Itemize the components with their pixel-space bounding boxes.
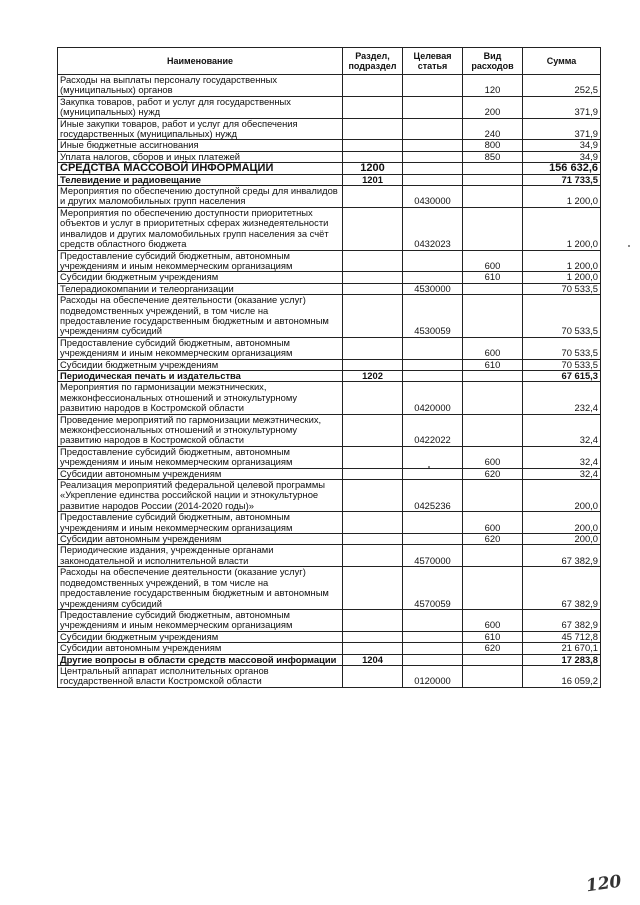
cell-summa: 32,4 xyxy=(523,414,601,446)
table-row xyxy=(58,96,601,118)
cell-name: Иные бюджетные ассигнования xyxy=(58,140,343,151)
cell-name: Телевидение и радиовещание xyxy=(58,174,343,185)
cell-razdel xyxy=(343,359,403,370)
cell-celevaya xyxy=(403,75,463,97)
cell-vid: 850 xyxy=(463,151,523,162)
cell-summa: 70 533,5 xyxy=(523,359,601,370)
cell-razdel xyxy=(343,207,403,250)
cell-vid xyxy=(463,567,523,610)
cell-celevaya: 0420000 xyxy=(403,382,463,414)
cell-vid xyxy=(463,414,523,446)
cell-vid xyxy=(463,370,523,381)
cell-summa: 17 283,8 xyxy=(523,654,601,665)
cell-name: Расходы на выплаты персоналу государственных (муниципальных) органов xyxy=(58,75,343,97)
header-celevaya: Целевая статья xyxy=(403,48,463,75)
table-row xyxy=(58,414,601,446)
table-row xyxy=(58,370,601,381)
table-row xyxy=(58,480,601,512)
cell-razdel xyxy=(343,512,403,534)
cell-summa: 200,0 xyxy=(523,512,601,534)
cell-name: Предоставление субсидий бюджетным, автономным учреждениям и иным некоммерческим организациям xyxy=(58,446,343,468)
cell-summa: 16 059,2 xyxy=(523,665,601,687)
cell-razdel xyxy=(343,382,403,414)
cell-razdel xyxy=(343,545,403,567)
cell-summa: 200,0 xyxy=(523,480,601,512)
table-row xyxy=(58,631,601,642)
cell-vid xyxy=(463,283,523,294)
cell-razdel xyxy=(343,567,403,610)
cell-summa: 371,9 xyxy=(523,96,601,118)
header-name: Наименование xyxy=(58,48,343,75)
cell-celevaya xyxy=(403,643,463,654)
cell-vid xyxy=(463,654,523,665)
cell-vid xyxy=(463,186,523,208)
cell-vid: 600 xyxy=(463,512,523,534)
page-number: 120 xyxy=(584,871,623,897)
cell-celevaya: 4530059 xyxy=(403,295,463,338)
cell-summa: 156 632,6 xyxy=(523,163,601,174)
cell-summa: 21 670,1 xyxy=(523,643,601,654)
cell-name: Проведение мероприятий по гармонизации межэтнических, межконфессиональных отношений и этнокультурному развитию народов в Костромской области xyxy=(58,414,343,446)
table-row xyxy=(58,272,601,283)
table-body xyxy=(58,75,601,688)
cell-vid: 600 xyxy=(463,337,523,359)
cell-summa: 45 712,8 xyxy=(523,631,601,642)
cell-razdel xyxy=(343,480,403,512)
cell-celevaya: 0422022 xyxy=(403,414,463,446)
cell-celevaya xyxy=(403,250,463,272)
cell-summa: 200,0 xyxy=(523,534,601,545)
table-row xyxy=(58,207,601,250)
header-summa: Сумма xyxy=(523,48,601,75)
cell-celevaya xyxy=(403,151,463,162)
table-row xyxy=(58,186,601,208)
cell-name: Иные закупки товаров, работ и услуг для обеспечения государственных (муниципальных) нужд xyxy=(58,118,343,140)
cell-vid xyxy=(463,174,523,185)
cell-razdel xyxy=(343,631,403,642)
table-row xyxy=(58,295,601,338)
table-row xyxy=(58,534,601,545)
cell-vid: 610 xyxy=(463,359,523,370)
cell-razdel xyxy=(343,295,403,338)
table-row xyxy=(58,446,601,468)
cell-name: Другие вопросы в области средств массовой информации xyxy=(58,654,343,665)
cell-vid: 600 xyxy=(463,609,523,631)
cell-summa: 1 200,0 xyxy=(523,186,601,208)
cell-vid xyxy=(463,382,523,414)
cell-summa: 1 200,0 xyxy=(523,250,601,272)
cell-name: Субсидии бюджетным учреждениям xyxy=(58,631,343,642)
table-row xyxy=(58,567,601,610)
header-vid: Вид расходов xyxy=(463,48,523,75)
table-row xyxy=(58,163,601,174)
cell-summa: 70 533,5 xyxy=(523,295,601,338)
table-row xyxy=(58,512,601,534)
scan-speck xyxy=(628,245,630,247)
cell-celevaya xyxy=(403,140,463,151)
table-row xyxy=(58,545,601,567)
cell-celevaya xyxy=(403,654,463,665)
cell-vid: 600 xyxy=(463,446,523,468)
cell-summa: 67 382,9 xyxy=(523,609,601,631)
cell-celevaya xyxy=(403,512,463,534)
cell-summa: 71 733,5 xyxy=(523,174,601,185)
cell-name: Предоставление субсидий бюджетным, автономным учреждениям и иным некоммерческим организациям xyxy=(58,250,343,272)
cell-vid xyxy=(463,295,523,338)
cell-vid xyxy=(463,545,523,567)
cell-razdel xyxy=(343,118,403,140)
cell-summa: 32,4 xyxy=(523,446,601,468)
cell-name: Предоставление субсидий бюджетным, автономным учреждениям и иным некоммерческим организациям xyxy=(58,337,343,359)
cell-razdel xyxy=(343,534,403,545)
budget-table xyxy=(57,47,601,688)
cell-name: Закупка товаров, работ и услуг для государственных (муниципальных) нужд xyxy=(58,96,343,118)
cell-vid xyxy=(463,480,523,512)
cell-razdel xyxy=(343,414,403,446)
table-row xyxy=(58,140,601,151)
cell-summa: 1 200,0 xyxy=(523,207,601,250)
table-row xyxy=(58,665,601,687)
cell-celevaya xyxy=(403,468,463,479)
cell-razdel xyxy=(343,140,403,151)
cell-razdel xyxy=(343,272,403,283)
cell-name: СРЕДСТВА МАССОВОЙ ИНФОРМАЦИИ xyxy=(58,163,343,174)
header-razdel: Раздел, подраздел xyxy=(343,48,403,75)
cell-razdel xyxy=(343,643,403,654)
cell-celevaya xyxy=(403,631,463,642)
cell-razdel xyxy=(343,283,403,294)
cell-celevaya xyxy=(403,96,463,118)
cell-vid: 120 xyxy=(463,75,523,97)
cell-vid: 620 xyxy=(463,643,523,654)
cell-razdel xyxy=(343,250,403,272)
table-row xyxy=(58,337,601,359)
cell-celevaya: 0425236 xyxy=(403,480,463,512)
cell-name: Расходы на обеспечение деятельности (оказание услуг) подведомственных учреждений, в том числе на предоставление государственным бюджетным и автономным учреждениям субсидий xyxy=(58,295,343,338)
cell-razdel xyxy=(343,665,403,687)
cell-name: Субсидии бюджетным учреждениям xyxy=(58,359,343,370)
cell-summa: 252,5 xyxy=(523,75,601,97)
cell-razdel xyxy=(343,186,403,208)
cell-vid xyxy=(463,207,523,250)
cell-celevaya: 0430000 xyxy=(403,186,463,208)
cell-celevaya xyxy=(403,534,463,545)
cell-summa: 34,9 xyxy=(523,140,601,151)
cell-vid: 610 xyxy=(463,631,523,642)
cell-razdel xyxy=(343,446,403,468)
table-row xyxy=(58,75,601,97)
cell-vid xyxy=(463,163,523,174)
cell-celevaya xyxy=(403,118,463,140)
table-row xyxy=(58,382,601,414)
table-row xyxy=(58,359,601,370)
cell-vid: 600 xyxy=(463,250,523,272)
cell-name: Мероприятия по обеспечению доступной среды для инвалидов и других маломобильных групп населения xyxy=(58,186,343,208)
cell-vid: 620 xyxy=(463,468,523,479)
cell-summa: 67 382,9 xyxy=(523,567,601,610)
table-row xyxy=(58,118,601,140)
cell-name: Периодическая печать и издательства xyxy=(58,370,343,381)
cell-razdel: 1201 xyxy=(343,174,403,185)
table-row xyxy=(58,643,601,654)
table-row xyxy=(58,609,601,631)
cell-vid: 200 xyxy=(463,96,523,118)
cell-celevaya xyxy=(403,609,463,631)
cell-name: Мероприятия по обеспечению доступности приоритетных объектов и услуг в приоритетных сферах жизнедеятельности инвалидов и других маломобильных групп населения за счёт средств областного бюджета xyxy=(58,207,343,250)
cell-celevaya: 4530000 xyxy=(403,283,463,294)
cell-name: Реализация мероприятий федеральной целевой программы «Укрепление единства российской нации и этнокультурное развитие народов России (2014-2020 годы)» xyxy=(58,480,343,512)
cell-vid: 610 xyxy=(463,272,523,283)
table-row xyxy=(58,250,601,272)
cell-vid: 240 xyxy=(463,118,523,140)
table-row xyxy=(58,654,601,665)
cell-name: Периодические издания, учрежденные органами законодательной и исполнительной власти xyxy=(58,545,343,567)
cell-name: Субсидии автономным учреждениям xyxy=(58,643,343,654)
cell-vid: 800 xyxy=(463,140,523,151)
cell-celevaya xyxy=(403,272,463,283)
cell-vid: 620 xyxy=(463,534,523,545)
table-header-row xyxy=(58,48,601,75)
scan-speck xyxy=(428,466,430,468)
cell-name: Уплата налогов, сборов и иных платежей xyxy=(58,151,343,162)
cell-razdel xyxy=(343,96,403,118)
cell-summa: 32,4 xyxy=(523,468,601,479)
cell-razdel xyxy=(343,75,403,97)
cell-celevaya: 4570059 xyxy=(403,567,463,610)
cell-summa: 70 533,5 xyxy=(523,283,601,294)
cell-summa: 70 533,5 xyxy=(523,337,601,359)
cell-razdel xyxy=(343,468,403,479)
cell-razdel xyxy=(343,337,403,359)
table-row xyxy=(58,174,601,185)
cell-celevaya xyxy=(403,163,463,174)
cell-celevaya: 0120000 xyxy=(403,665,463,687)
cell-summa: 67 615,3 xyxy=(523,370,601,381)
cell-razdel: 1204 xyxy=(343,654,403,665)
cell-summa: 232,4 xyxy=(523,382,601,414)
cell-razdel: 1202 xyxy=(343,370,403,381)
cell-name: Субсидии бюджетным учреждениям xyxy=(58,272,343,283)
cell-summa: 1 200,0 xyxy=(523,272,601,283)
cell-celevaya: 4570000 xyxy=(403,545,463,567)
cell-celevaya xyxy=(403,174,463,185)
cell-celevaya: 0432023 xyxy=(403,207,463,250)
cell-razdel xyxy=(343,151,403,162)
cell-name: Телерадиокомпании и телеорганизации xyxy=(58,283,343,294)
cell-name: Мероприятия по гармонизации межэтнических, межконфессиональных отношений и этнокультурному развитию народов в Костромской области xyxy=(58,382,343,414)
table-row xyxy=(58,283,601,294)
cell-celevaya xyxy=(403,370,463,381)
cell-celevaya xyxy=(403,446,463,468)
cell-summa: 67 382,9 xyxy=(523,545,601,567)
cell-summa: 34,9 xyxy=(523,151,601,162)
cell-razdel: 1200 xyxy=(343,163,403,174)
cell-name: Центральный аппарат исполнительных органов государственной власти Костромской области xyxy=(58,665,343,687)
cell-razdel xyxy=(343,609,403,631)
cell-name: Расходы на обеспечение деятельности (оказание услуг) подведомственных учреждений, в том числе на предоставление государственным бюджетным и автономным учреждениям субсидий xyxy=(58,567,343,610)
table-row xyxy=(58,468,601,479)
cell-name: Предоставление субсидий бюджетным, автономным учреждениям и иным некоммерческим организациям xyxy=(58,609,343,631)
cell-name: Субсидии автономным учреждениям xyxy=(58,534,343,545)
cell-summa: 371,9 xyxy=(523,118,601,140)
cell-name: Субсидии автономным учреждениям xyxy=(58,468,343,479)
cell-vid xyxy=(463,665,523,687)
cell-name: Предоставление субсидий бюджетным, автономным учреждениям и иным некоммерческим организациям xyxy=(58,512,343,534)
cell-celevaya xyxy=(403,337,463,359)
cell-celevaya xyxy=(403,359,463,370)
